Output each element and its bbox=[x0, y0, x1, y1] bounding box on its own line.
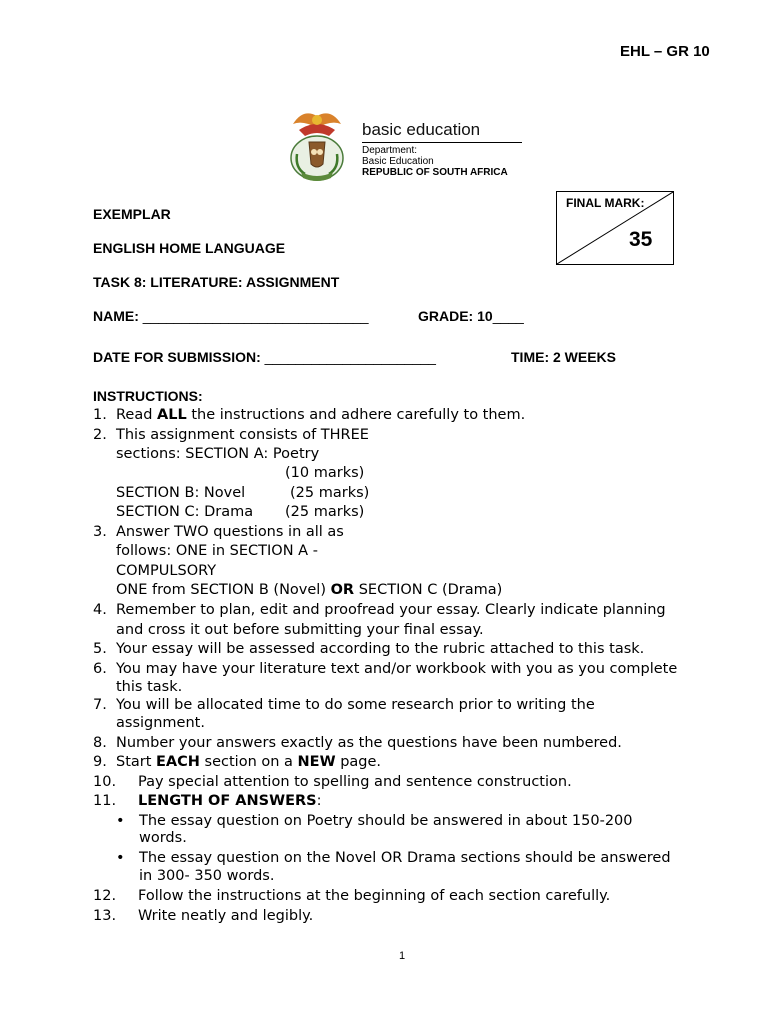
logo-brand-text: basic education bbox=[362, 120, 481, 139]
list-item-continuation: ONE from SECTION B (Novel) OR SECTION C (Drama) bbox=[116, 582, 503, 598]
list-item-continuation: assignment. bbox=[116, 715, 205, 731]
list-item-continuation: (10 marks) bbox=[285, 465, 365, 481]
list-item: 11. LENGTH OF ANSWERS: bbox=[93, 793, 322, 809]
logo-dept-line3: REPUBLIC OF SOUTH AFRICA bbox=[362, 167, 508, 178]
grade-field[interactable] bbox=[418, 308, 524, 324]
list-item: 12. Follow the instructions at the beginning of each section carefully. bbox=[93, 888, 611, 904]
name-label: NAME: bbox=[93, 308, 139, 324]
date-field[interactable] bbox=[93, 349, 436, 365]
list-item: 6. You may have your literature text and/or workbook with you as you complete bbox=[93, 661, 678, 677]
bullet-item: • The essay question on the Novel OR Drama sections should be answered bbox=[116, 850, 671, 866]
date-label: DATE FOR SUBMISSION: bbox=[93, 349, 261, 365]
logo-dept-line2: Basic Education bbox=[362, 156, 434, 167]
list-item: 10. Pay special attention to spelling and sentence construction. bbox=[93, 774, 572, 790]
list-item-continuation: SECTION C: Drama bbox=[116, 504, 254, 520]
exemplar-heading: EXEMPLAR bbox=[93, 206, 171, 222]
subject-heading: ENGLISH HOME LANGUAGE bbox=[93, 240, 286, 256]
coat-of-arms-icon bbox=[285, 106, 349, 182]
list-item: 7. You will be allocated time to do some research prior to writing the bbox=[93, 697, 595, 713]
list-item: 5. Your essay will be assessed according to the rubric attached to this task. bbox=[93, 641, 645, 657]
bullet-item: • The essay question on Poetry should be answered in about 150-200 bbox=[116, 813, 633, 829]
list-item: 4. Remember to plan, edit and proofread your essay. Clearly indicate planning bbox=[93, 602, 666, 618]
list-item-continuation: sections: SECTION A: Poetry bbox=[116, 446, 320, 462]
list-item-continuation: (25 marks) bbox=[285, 504, 365, 520]
list-item: 13. Write neatly and legibly. bbox=[93, 908, 314, 924]
grade-label: GRADE: 10 bbox=[418, 308, 493, 324]
logo-divider bbox=[362, 142, 522, 143]
department-logo bbox=[285, 106, 525, 184]
grade-blank: ____ bbox=[492, 308, 524, 324]
final-mark-value: 35 bbox=[629, 228, 653, 251]
task-heading: TASK 8: LITERATURE: ASSIGNMENT bbox=[93, 274, 340, 290]
final-mark-label: FINAL MARK: bbox=[566, 196, 645, 210]
bullet-icon: • bbox=[116, 813, 125, 829]
list-item-continuation: follows: ONE in SECTION A - bbox=[116, 543, 318, 559]
final-mark-box bbox=[556, 191, 674, 265]
list-item-continuation: SECTION B: Novel bbox=[116, 485, 246, 501]
name-field[interactable] bbox=[93, 308, 369, 324]
date-blank: ______________________ bbox=[264, 349, 436, 365]
list-item: 1. Read ALL the instructions and adhere carefully to them. bbox=[93, 407, 526, 423]
list-item-continuation: COMPULSORY bbox=[116, 563, 217, 579]
list-item-continuation: (25 marks) bbox=[290, 485, 370, 501]
logo-dept-line1: Department: bbox=[362, 145, 418, 156]
instructions-heading: INSTRUCTIONS: bbox=[93, 388, 203, 404]
bullet-icon: • bbox=[116, 850, 125, 866]
time-label: TIME: 2 WEEKS bbox=[511, 349, 617, 365]
name-blank: _____________________________ bbox=[142, 308, 369, 324]
list-item-continuation: and cross it out before submitting your final essay. bbox=[116, 622, 484, 638]
page-number: 1 bbox=[399, 950, 406, 962]
list-item-continuation: this task. bbox=[116, 679, 183, 695]
bullet-continuation: words. bbox=[139, 830, 187, 846]
list-item: 8. Number your answers exactly as the questions have been numbered. bbox=[93, 735, 622, 751]
list-item: 2. This assignment consists of THREE bbox=[93, 427, 369, 443]
list-item: 3. Answer TWO questions in all as bbox=[93, 524, 344, 540]
document-code: EHL – GR 10 bbox=[620, 43, 710, 60]
bullet-continuation: in 300- 350 words. bbox=[139, 868, 275, 884]
list-item: 9. Start EACH section on a NEW page. bbox=[93, 754, 382, 770]
